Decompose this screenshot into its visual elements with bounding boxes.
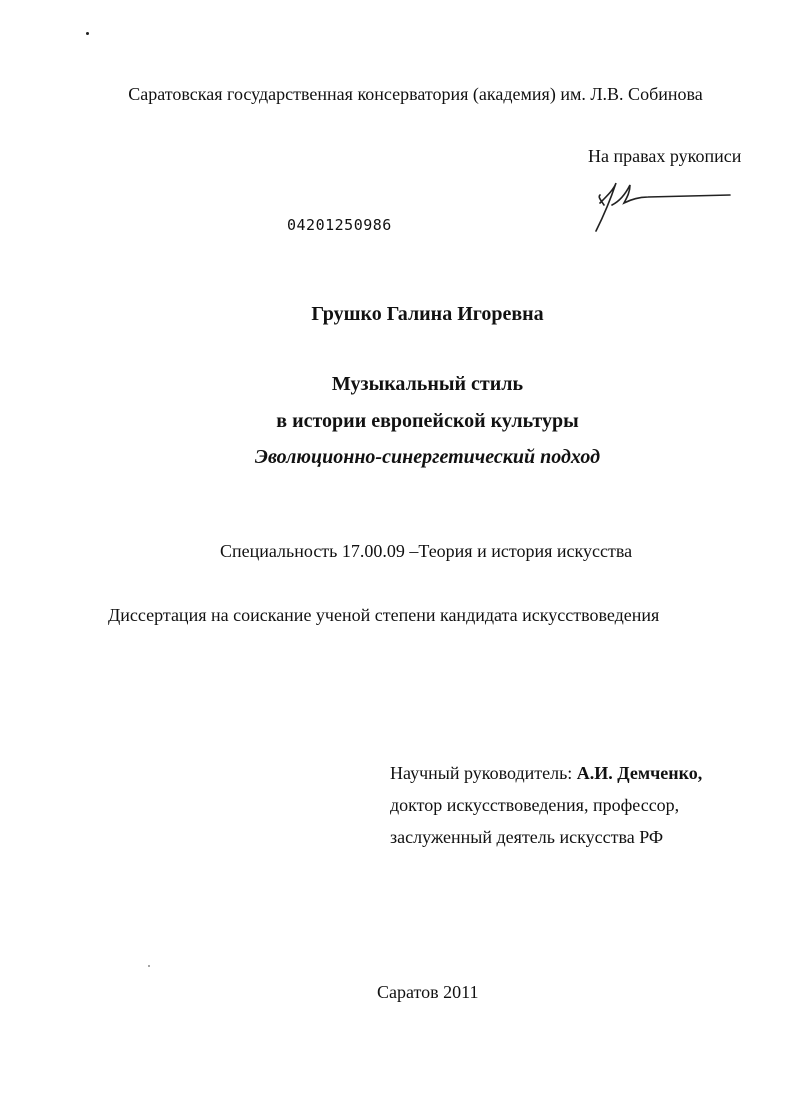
- title-line-2: в истории европейской культуры: [276, 410, 579, 432]
- scan-speck: [148, 965, 150, 967]
- author-name: Грушко Галина Игоревна: [311, 303, 544, 325]
- institution-name: Саратовская государственная консерватория (академия) им. Л.В. Собинова: [128, 84, 703, 104]
- scan-speck: [86, 32, 89, 35]
- manuscript-note: На правах рукописи: [588, 146, 742, 166]
- title-subtitle: Эволюционно-синергетический подход: [254, 446, 601, 468]
- advisor-label: Научный руководитель:: [390, 763, 573, 783]
- advisor-line: [390, 763, 702, 784]
- advisor-name: А.И. Демченко,: [576, 763, 703, 783]
- specialty-line: Специальность 17.00.09 –Теория и история искусства: [220, 541, 633, 561]
- stamp-number: 04201250986: [287, 216, 392, 234]
- dissertation-line: Диссертация на соискание ученой степени кандидата искусствоведения: [108, 605, 660, 625]
- title-line-1: Музыкальный стиль: [331, 373, 524, 395]
- signature-image: [590, 175, 740, 235]
- advisor-degree: доктор искусствоведения, профессор,: [390, 795, 680, 815]
- advisor-honor: заслуженный деятель искусства РФ: [390, 827, 664, 847]
- city-year: Саратов 2011: [377, 982, 479, 1002]
